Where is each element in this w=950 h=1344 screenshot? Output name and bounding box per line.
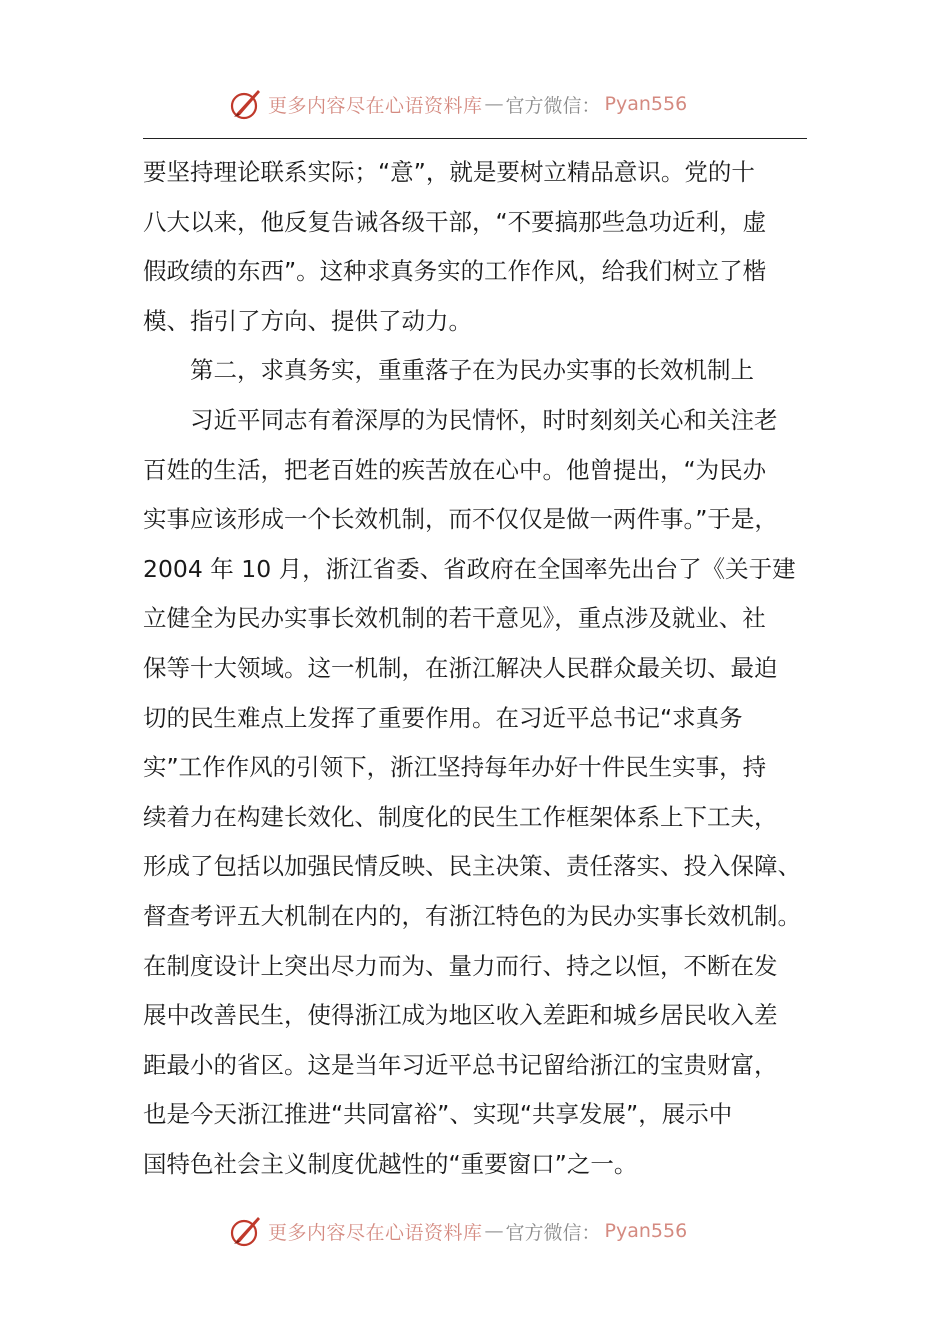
text-line: 立健全为民办实事长效机制的若干意见》，重点涉及就业、社 [143,604,766,633]
text-line: 形成了包括以加强民情反映、民主决策、责任落实、投入保障、 [143,852,801,881]
document-body [143,148,807,1189]
text-line: 假政绩的东西”。这种求真务实的工作作风，给我们树立了楷 [143,257,767,286]
text-line: 续着力在构建长效化、制度化的民生工作框架体系上下工夫， [143,802,778,831]
quill-logo-icon [228,86,264,122]
header-watermark [228,84,748,124]
text-line: 在制度设计上突出尽力而为、量力而行、持之以恒，不断在发 [143,951,778,980]
text-line: 八大以来，他反复告诫各级干部，“不要搞那些急功近利，虚 [143,207,767,236]
text-line: 也是今天浙江推进“共同富裕”、实现“共享发展”，展示中 [143,1100,733,1129]
text-line: 切的民生难点上发挥了重要作用。在习近平总书记“求真务 [143,703,743,732]
text-line: 实”工作作风的引领下，浙江坚持每年办好十件民生实事，持 [143,753,767,782]
text-line: 2004 年 10 月，浙江省委、省政府在全国率先出台了《关于建 [143,554,796,583]
text-line: 国特色社会主义制度优越性的“重要窗口”之一。 [143,1149,638,1178]
text-line: 实事应该形成一个长效机制，而不仅仅是做一两件事。”于是， [143,505,778,534]
text-line: 督查考评五大机制在内的，有浙江特色的为民办实事长效机制。 [143,901,801,930]
watermark-id: Pyan556 [604,1220,688,1242]
text-line: 模、指引了方向、提供了动力。 [143,306,472,335]
section-heading: 第二，求真务实，重重落子在为民办实事的长效机制上 [190,356,754,385]
text-line: 习近平同志有着深厚的为民情怀，时时刻刻关心和关注老 [190,405,778,434]
header-divider [143,138,807,139]
footer-watermark [228,1211,748,1251]
text-line: 百姓的生活，把老百姓的疾苦放在心中。他曾提出，“为民办 [143,455,767,484]
text-line: 要坚持理论联系实际；“意”，就是要树立精品意识。党的十 [143,158,755,186]
quill-logo-icon [228,1213,264,1249]
text-line: 展中改善民生，使得浙江成为地区收入差距和城乡居民收入差 [143,1001,778,1030]
watermark-text: 更多内容尽在心语资料库 [268,1221,483,1244]
watermark-label: 官方微信： [505,1221,601,1244]
text-line: 距最小的省区。这是当年习近平总书记留给浙江的宝贵财富， [143,1050,778,1079]
watermark-separator: — [484,1220,504,1242]
watermark-id: Pyan556 [604,93,688,115]
watermark-label: 官方微信： [505,94,601,117]
text-line: 保等十大领域。这一机制，在浙江解决人民群众最关切、最迫 [143,653,778,682]
watermark-text: 更多内容尽在心语资料库 [268,94,483,117]
watermark-separator: — [484,93,504,115]
